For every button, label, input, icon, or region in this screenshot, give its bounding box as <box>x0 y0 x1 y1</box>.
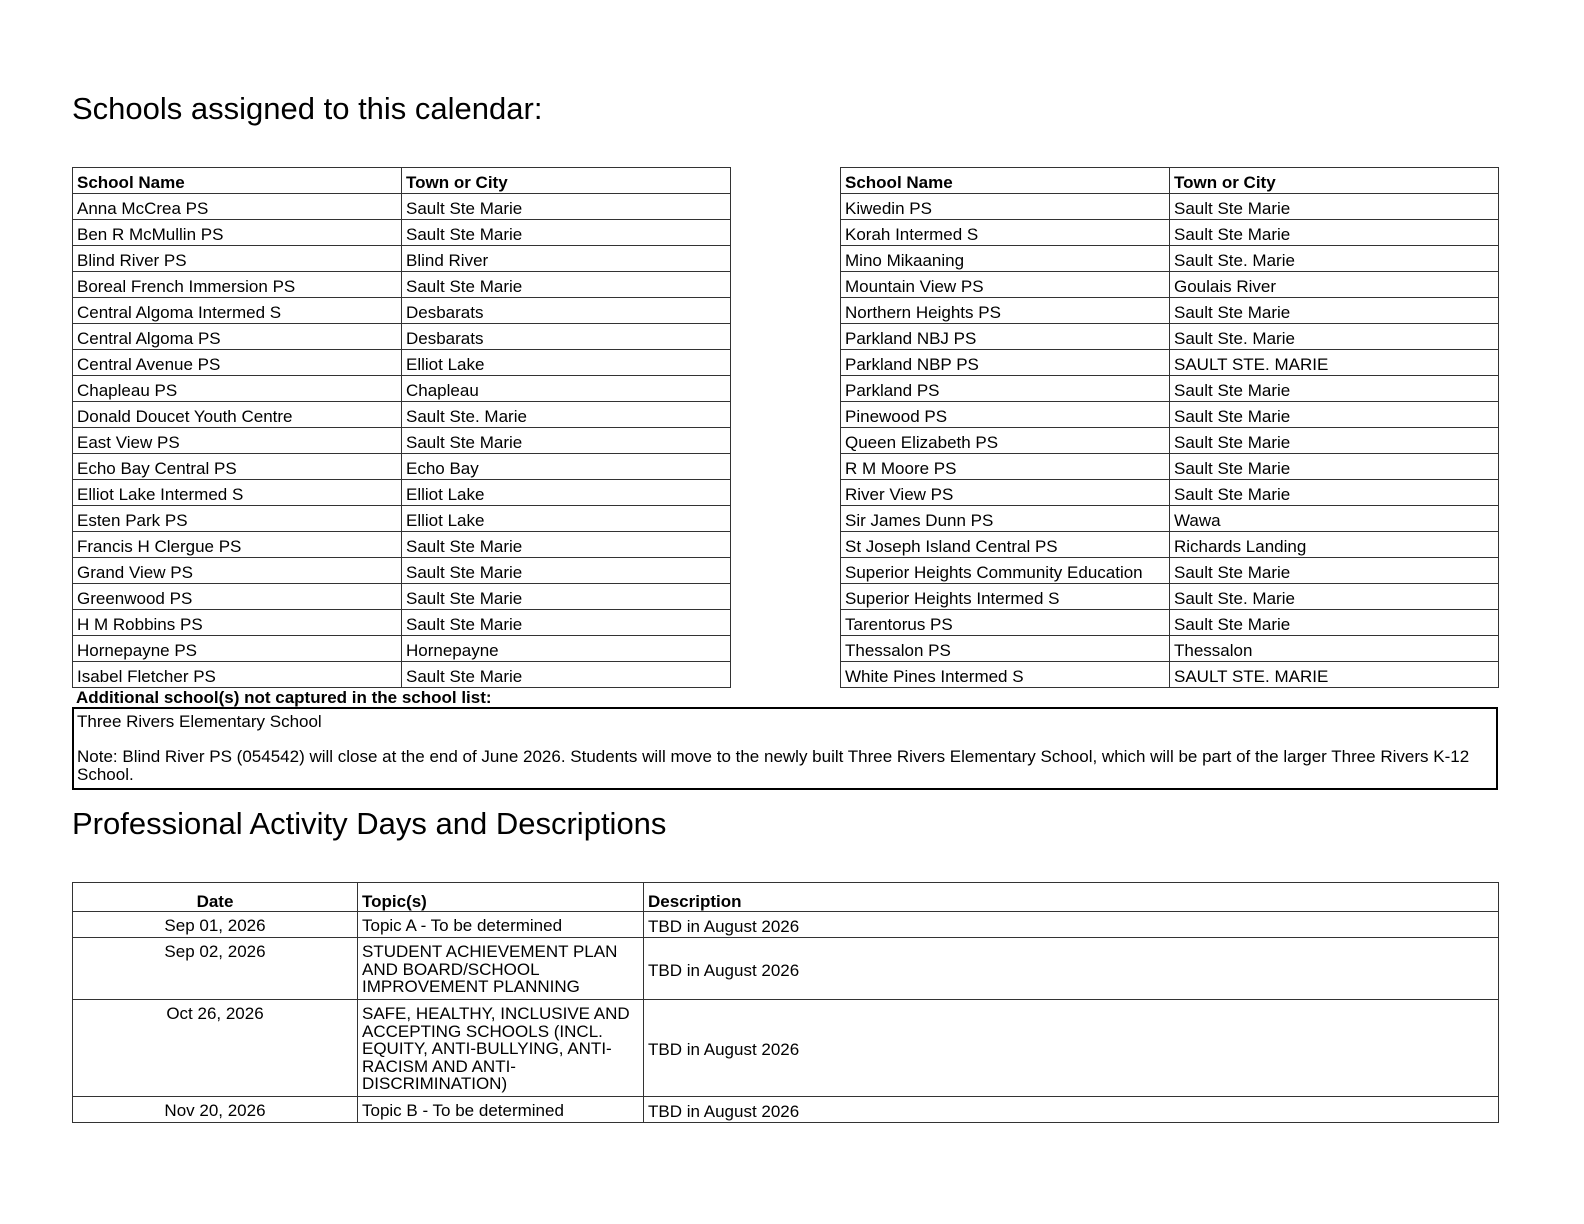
school-name-cell: East View PS <box>73 428 402 454</box>
school-name-cell: Elliot Lake Intermed S <box>73 480 402 506</box>
school-name-header: School Name <box>73 168 402 194</box>
town-cell: Elliot Lake <box>402 350 731 376</box>
table-row <box>841 298 1499 324</box>
table-row <box>73 220 731 246</box>
school-name-cell: Blind River PS <box>73 246 402 272</box>
town-header: Town or City <box>402 168 731 194</box>
table-row <box>73 506 731 532</box>
table-row <box>73 662 731 688</box>
schools-table-left <box>72 167 731 688</box>
table-row <box>841 558 1499 584</box>
pa-day-date: Nov 20, 2026 <box>73 1097 358 1123</box>
table-row <box>841 220 1499 246</box>
school-name-cell: Parkland PS <box>841 376 1170 402</box>
table-row <box>841 480 1499 506</box>
table-row <box>841 194 1499 220</box>
town-cell: Sault Ste. Marie <box>402 402 731 428</box>
pa-day-topic: Topic A - To be determined <box>358 912 644 938</box>
table-row <box>73 610 731 636</box>
table-header-row <box>841 168 1499 194</box>
pa-day-date: Oct 26, 2026 <box>73 1000 358 1097</box>
table-row <box>841 428 1499 454</box>
school-name-cell: H M Robbins PS <box>73 610 402 636</box>
town-cell: Elliot Lake <box>402 480 731 506</box>
school-name-cell: Mino Mikaaning <box>841 246 1170 272</box>
town-cell: Echo Bay <box>402 454 731 480</box>
town-cell: Sault Ste Marie <box>402 558 731 584</box>
table-row <box>73 298 731 324</box>
town-cell: Sault Ste Marie <box>402 428 731 454</box>
table-row <box>73 454 731 480</box>
school-name-cell: Hornepayne PS <box>73 636 402 662</box>
school-name-cell: Parkland NBP PS <box>841 350 1170 376</box>
pa-day-description: TBD in August 2026 <box>644 938 1499 1000</box>
school-name-cell: Superior Heights Community Education <box>841 558 1170 584</box>
school-name-cell: Anna McCrea PS <box>73 194 402 220</box>
town-cell: Desbarats <box>402 324 731 350</box>
school-name-cell: White Pines Intermed S <box>841 662 1170 688</box>
town-cell: Thessalon <box>1170 636 1499 662</box>
town-cell: Sault Ste Marie <box>402 532 731 558</box>
town-cell: Elliot Lake <box>402 506 731 532</box>
school-name-cell: Esten Park PS <box>73 506 402 532</box>
school-name-cell: Mountain View PS <box>841 272 1170 298</box>
table-header-row <box>73 168 731 194</box>
table-row <box>841 636 1499 662</box>
pa-days-table <box>72 882 1499 1123</box>
town-cell: SAULT STE. MARIE <box>1170 662 1499 688</box>
additional-schools-note: Note: Blind River PS (054542) will close at the end of June 2026. Students will move to the newly built Three Rivers Elementary School, which will be part of the larger Three Rivers K-12 School. <box>77 747 1470 784</box>
pa-day-row <box>73 912 1499 938</box>
table-row <box>73 194 731 220</box>
town-cell: Goulais River <box>1170 272 1499 298</box>
school-name-cell: Central Algoma Intermed S <box>73 298 402 324</box>
table-row <box>73 376 731 402</box>
school-name-cell: Pinewood PS <box>841 402 1170 428</box>
town-cell: Sault Ste Marie <box>1170 480 1499 506</box>
school-name-cell: Echo Bay Central PS <box>73 454 402 480</box>
school-name-cell: Parkland NBJ PS <box>841 324 1170 350</box>
school-name-cell: Grand View PS <box>73 558 402 584</box>
town-header: Town or City <box>1170 168 1499 194</box>
school-name-cell: R M Moore PS <box>841 454 1170 480</box>
table-row <box>841 376 1499 402</box>
town-cell: Wawa <box>1170 506 1499 532</box>
additional-schools-box <box>72 707 1498 790</box>
table-header-row <box>73 883 1499 912</box>
school-name-cell: Northern Heights PS <box>841 298 1170 324</box>
pa-day-description: TBD in August 2026 <box>644 1097 1499 1123</box>
description-header: Description <box>644 883 1499 912</box>
pa-day-row <box>73 1000 1499 1097</box>
school-name-cell: Tarentorus PS <box>841 610 1170 636</box>
table-row <box>841 324 1499 350</box>
town-cell: Sault Ste Marie <box>1170 376 1499 402</box>
school-name-cell: Chapleau PS <box>73 376 402 402</box>
school-name-cell: Korah Intermed S <box>841 220 1170 246</box>
table-row <box>73 324 731 350</box>
school-name-cell: Thessalon PS <box>841 636 1170 662</box>
town-cell: Sault Ste Marie <box>1170 558 1499 584</box>
town-cell: Sault Ste Marie <box>1170 610 1499 636</box>
table-row <box>841 246 1499 272</box>
table-row <box>841 272 1499 298</box>
table-row <box>841 662 1499 688</box>
pa-day-row <box>73 1097 1499 1123</box>
pa-days-title: Professional Activity Days and Descriptions <box>72 806 667 841</box>
topics-header: Topic(s) <box>358 883 644 912</box>
school-name-cell: Greenwood PS <box>73 584 402 610</box>
pa-day-topic: STUDENT ACHIEVEMENT PLAN AND BOARD/SCHOOL IMPROVEMENT PLANNING <box>358 938 644 1000</box>
school-name-cell: Isabel Fletcher PS <box>73 662 402 688</box>
school-name-header: School Name <box>841 168 1170 194</box>
table-row <box>73 558 731 584</box>
additional-school-name: Three Rivers Elementary School <box>77 712 322 731</box>
pa-day-topic: Topic B - To be determined <box>358 1097 644 1123</box>
town-cell: Sault Ste Marie <box>402 662 731 688</box>
pa-day-topic: SAFE, HEALTHY, INCLUSIVE AND ACCEPTING SCHOOLS (INCL. EQUITY, ANTI-BULLYING, ANTI-RACISM AND ANTI-DISCRIMINATION) <box>358 1000 644 1097</box>
town-cell: Sault Ste. Marie <box>1170 324 1499 350</box>
town-cell: Sault Ste Marie <box>402 584 731 610</box>
town-cell: Richards Landing <box>1170 532 1499 558</box>
additional-schools-label: Additional school(s) not captured in the school list: <box>76 688 492 707</box>
pa-day-date: Sep 01, 2026 <box>73 912 358 938</box>
table-row <box>841 532 1499 558</box>
table-row <box>841 610 1499 636</box>
town-cell: Sault Ste Marie <box>1170 220 1499 246</box>
table-row <box>841 350 1499 376</box>
town-cell: Sault Ste. Marie <box>1170 584 1499 610</box>
table-row <box>841 402 1499 428</box>
town-cell: Sault Ste Marie <box>1170 402 1499 428</box>
table-row <box>73 246 731 272</box>
school-name-cell: Central Avenue PS <box>73 350 402 376</box>
town-cell: Chapleau <box>402 376 731 402</box>
school-name-cell: Francis H Clergue PS <box>73 532 402 558</box>
pa-day-row <box>73 938 1499 1000</box>
schools-section-title: Schools assigned to this calendar: <box>72 91 543 126</box>
table-row <box>73 584 731 610</box>
school-name-cell: St Joseph Island Central PS <box>841 532 1170 558</box>
school-name-cell: Sir James Dunn PS <box>841 506 1170 532</box>
school-name-cell: Ben R McMullin PS <box>73 220 402 246</box>
town-cell: Sault Ste Marie <box>1170 194 1499 220</box>
town-cell: Sault Ste Marie <box>1170 454 1499 480</box>
pa-day-description: TBD in August 2026 <box>644 1000 1499 1097</box>
school-name-cell: Donald Doucet Youth Centre <box>73 402 402 428</box>
table-row <box>73 428 731 454</box>
school-name-cell: Central Algoma PS <box>73 324 402 350</box>
table-row <box>841 506 1499 532</box>
pa-day-description: TBD in August 2026 <box>644 912 1499 938</box>
school-name-cell: Queen Elizabeth PS <box>841 428 1170 454</box>
town-cell: Sault Ste Marie <box>402 220 731 246</box>
school-name-cell: Boreal French Immersion PS <box>73 272 402 298</box>
table-row <box>73 480 731 506</box>
school-name-cell: River View PS <box>841 480 1170 506</box>
school-name-cell: Superior Heights Intermed S <box>841 584 1170 610</box>
schools-table-right <box>840 167 1499 688</box>
town-cell: Sault Ste Marie <box>402 610 731 636</box>
town-cell: Desbarats <box>402 298 731 324</box>
town-cell: Blind River <box>402 246 731 272</box>
town-cell: Sault Ste Marie <box>402 272 731 298</box>
table-row <box>73 272 731 298</box>
table-row <box>841 584 1499 610</box>
town-cell: Sault Ste Marie <box>1170 298 1499 324</box>
table-row <box>73 350 731 376</box>
town-cell: Sault Ste Marie <box>402 194 731 220</box>
town-cell: Sault Ste Marie <box>1170 428 1499 454</box>
table-row <box>841 454 1499 480</box>
date-header: Date <box>73 883 358 912</box>
town-cell: Sault Ste. Marie <box>1170 246 1499 272</box>
town-cell: Hornepayne <box>402 636 731 662</box>
table-row <box>73 532 731 558</box>
town-cell: SAULT STE. MARIE <box>1170 350 1499 376</box>
pa-day-date: Sep 02, 2026 <box>73 938 358 1000</box>
school-name-cell: Kiwedin PS <box>841 194 1170 220</box>
table-row <box>73 402 731 428</box>
table-row <box>73 636 731 662</box>
